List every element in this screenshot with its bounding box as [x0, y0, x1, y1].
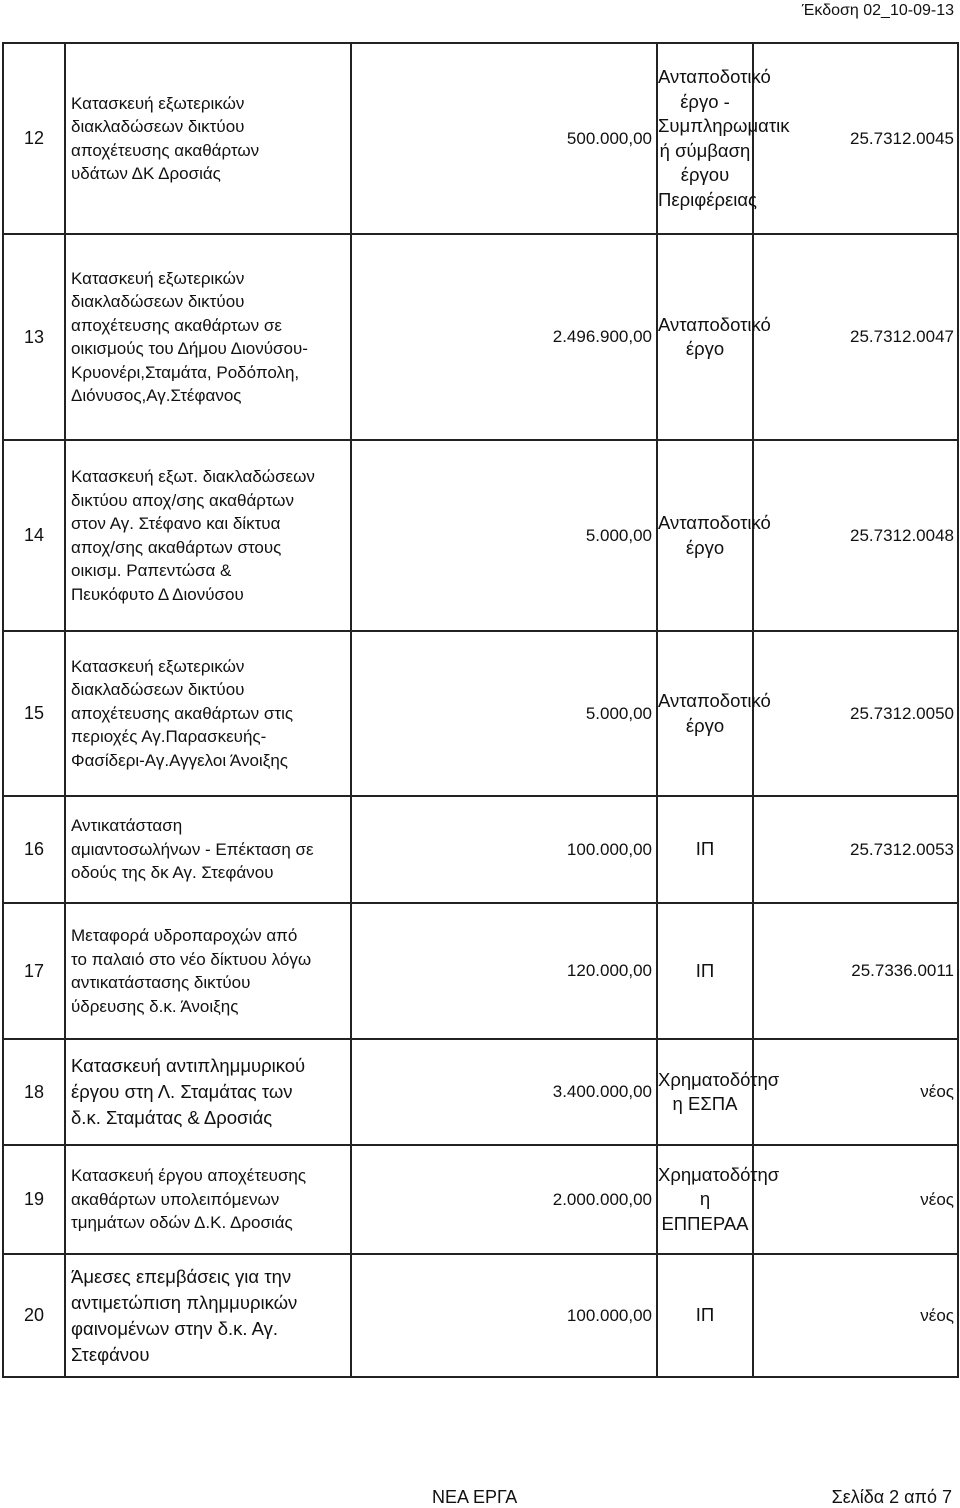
row-number: 14	[3, 440, 65, 631]
budget-code: 25.7336.0011	[753, 903, 958, 1039]
funding-type: Χρηματοδότησ η ΕΠΠΕΡΑΑ	[657, 1145, 753, 1254]
work-amount: 100.000,00	[351, 796, 657, 903]
row-number: 19	[3, 1145, 65, 1254]
work-description: Κατασκευή εξωτ. διακλαδώσεων δικτύου αποχ/σης ακαθάρτων στον Αγ. Στέφανο και δίκτυα αποχ/σης ακαθάρτων στους οικισμ. Ραπεντώσα & Πευκόφυτο Δ Διονύσου	[65, 440, 351, 631]
work-amount: 100.000,00	[351, 1254, 657, 1377]
table-row	[3, 1039, 958, 1145]
table-row	[3, 1254, 958, 1377]
funding-type: Ανταποδοτικό έργο	[657, 440, 753, 631]
work-description: Άμεσες επεμβάσεις για την αντιμετώπιση πλημμυρικών φαινομένων στην δ.κ. Αγ. Στεφάνου	[65, 1254, 351, 1377]
version-label: Έκδοση 02_10-09-13	[801, 2, 954, 19]
row-number: 13	[3, 234, 65, 440]
budget-code: 25.7312.0048	[753, 440, 958, 631]
funding-type: ΙΠ	[657, 1254, 753, 1377]
budget-code: 25.7312.0053	[753, 796, 958, 903]
table-row	[3, 440, 958, 631]
budget-code: 25.7312.0045	[753, 43, 958, 234]
table-row	[3, 1145, 958, 1254]
row-number: 12	[3, 43, 65, 234]
footer-page-number: Σελίδα 2 από 7	[831, 1487, 952, 1507]
work-amount: 5.000,00	[351, 440, 657, 631]
funding-type: Ανταποδοτικό έργο	[657, 631, 753, 796]
table-row	[3, 43, 958, 234]
budget-code: 25.7312.0050	[753, 631, 958, 796]
work-description: Μεταφορά υδροπαροχών από το παλαιό στο νέο δίκτυου λόγω αντικατάστασης δικτύου ύδρευσης δ.κ. Άνοιξης	[65, 903, 351, 1039]
funding-type: ΙΠ	[657, 796, 753, 903]
funding-type: Ανταποδοτικό έργο - Συμπληρωματικ ή σύμβαση έργου Περιφέρειας	[657, 43, 753, 234]
work-description: Αντικατάσταση αμιαντοσωλήνων - Επέκταση σε οδούς της δκ Αγ. Στεφάνου	[65, 796, 351, 903]
work-amount: 120.000,00	[351, 903, 657, 1039]
row-number: 15	[3, 631, 65, 796]
row-number: 17	[3, 903, 65, 1039]
work-description: Κατασκευή εξωτερικών διακλαδώσεων δικτύου αποχέτευσης ακαθάρτων στις περιοχές Αγ.Παρασκευής- Φασίδερι-Αγ.Αγγελοι Άνοιξης	[65, 631, 351, 796]
works-table	[2, 42, 959, 1378]
footer-title: ΝΕΑ ΕΡΓΑ	[432, 1487, 518, 1507]
row-number: 20	[3, 1254, 65, 1377]
row-number: 16	[3, 796, 65, 903]
work-description: Κατασκευή εξωτερικών διακλαδώσεων δικτύου αποχέτευσης ακαθάρτων σε οικισμούς του Δήμου Διονύσου- Κρυονέρι,Σταμάτα, Ροδόπολη, Διόνυσος,Αγ.Στέφανος	[65, 234, 351, 440]
work-description: Κατασκευή εξωτερικών διακλαδώσεων δικτύου αποχέτευσης ακαθάρτων υδάτων ΔΚ Δροσιάς	[65, 43, 351, 234]
work-amount: 500.000,00	[351, 43, 657, 234]
row-number: 18	[3, 1039, 65, 1145]
table-row	[3, 796, 958, 903]
work-description: Κατασκευή έργου αποχέτευσης ακαθάρτων υπολειπόμενων τμημάτων οδών Δ.Κ. Δροσιάς	[65, 1145, 351, 1254]
budget-code: 25.7312.0047	[753, 234, 958, 440]
work-amount: 2.496.900,00	[351, 234, 657, 440]
work-amount: 5.000,00	[351, 631, 657, 796]
table-row	[3, 631, 958, 796]
work-amount: 3.400.000,00	[351, 1039, 657, 1145]
funding-type: Χρηματοδότησ η ΕΣΠΑ	[657, 1039, 753, 1145]
table-row	[3, 903, 958, 1039]
work-amount: 2.000.000,00	[351, 1145, 657, 1254]
funding-type: ΙΠ	[657, 903, 753, 1039]
table-row	[3, 234, 958, 440]
funding-type: Ανταποδοτικό έργο	[657, 234, 753, 440]
budget-code: νέος	[753, 1254, 958, 1377]
budget-code: νέος	[753, 1145, 958, 1254]
work-description: Κατασκευή αντιπλημμυρικού έργου στη Λ. Σταμάτας των δ.κ. Σταμάτας & Δροσιάς	[65, 1039, 351, 1145]
budget-code: νέος	[753, 1039, 958, 1145]
